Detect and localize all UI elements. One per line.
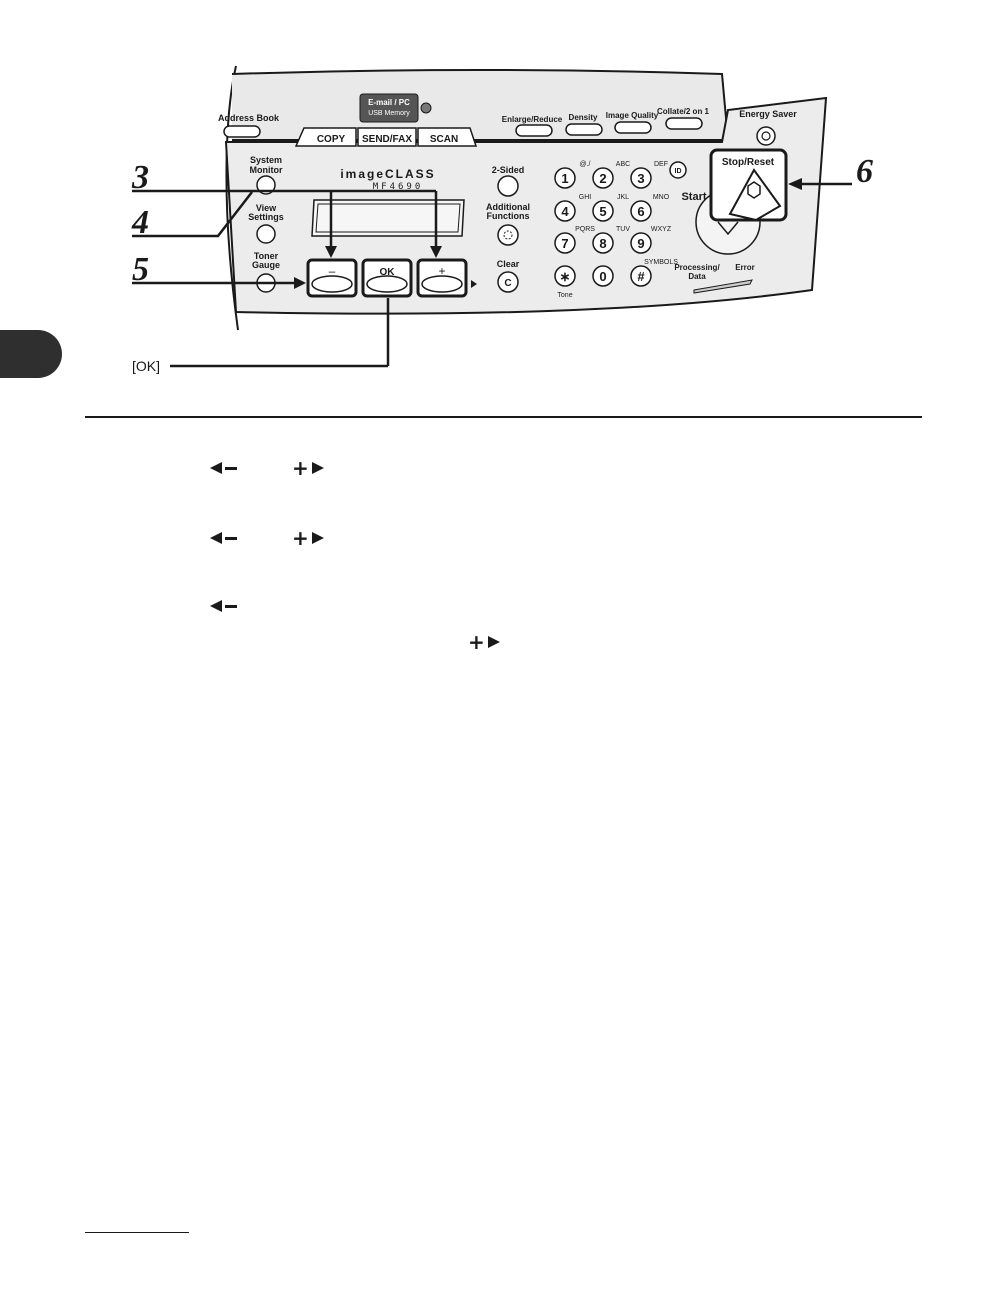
usb-memory-label: USB Memory [368, 110, 410, 117]
keypad-digit: # [637, 269, 645, 284]
left-minus-key-icon [210, 600, 237, 612]
svg-text:Settings: Settings [248, 212, 284, 222]
density-button[interactable] [566, 124, 602, 135]
step-3-label: 3 [132, 159, 149, 196]
keypad-letters: TUV [616, 226, 630, 233]
keypad-digit: 0 [599, 269, 607, 284]
model-label: MF4690 [372, 182, 424, 192]
additional-functions-button[interactable] [498, 225, 518, 245]
left-minus-key-icon [210, 532, 237, 544]
control-panel-illustration [0, 0, 1008, 400]
keypad-digit: 9 [637, 236, 645, 251]
lcd-display [312, 200, 464, 236]
svg-text:+: + [438, 264, 446, 278]
keypad-letters: PQRS [575, 226, 595, 233]
svg-text:Processing/: Processing/ [674, 263, 720, 272]
minus-key[interactable] [308, 260, 356, 296]
svg-text:Collate/2 on 1: Collate/2 on 1 [656, 107, 710, 116]
keypad-letters: DEF [654, 161, 668, 168]
keypad-letters: SYMBOLS [644, 259, 678, 266]
keypad-letters: @./ [579, 161, 591, 168]
email-pc-indicator [421, 103, 431, 113]
collate-button[interactable] [666, 118, 702, 129]
svg-text:Toner: Toner [253, 251, 279, 261]
keypad-digit: 3 [637, 171, 645, 186]
keypad-letters: Tone [557, 292, 573, 299]
svg-text:Gauge: Gauge [251, 260, 281, 270]
svg-text:Clear: Clear [496, 259, 520, 269]
svg-text:Energy Saver: Energy Saver [739, 109, 797, 119]
ok-key[interactable] [363, 260, 411, 296]
address-book-button[interactable] [224, 126, 260, 137]
svg-text:Functions: Functions [486, 211, 530, 221]
enlarge-reduce-button[interactable] [516, 125, 552, 136]
svg-text:Density: Density [568, 113, 598, 122]
svg-text:System: System [249, 155, 283, 165]
step-6-label: 6 [856, 153, 873, 190]
svg-text:Start: Start [681, 191, 707, 203]
plus-right-key-icon: + [292, 462, 324, 474]
keypad-digit: 4 [561, 204, 569, 219]
two-sided-button[interactable] [498, 176, 518, 196]
svg-text:Additional: Additional [486, 202, 530, 212]
svg-text:SCAN: SCAN [429, 134, 459, 145]
plus-right-key-icon: + [468, 636, 500, 648]
brand-label: imageCLASS [340, 167, 436, 181]
energy-saver-button[interactable] [757, 127, 775, 145]
ok-callout-label: [OK] [132, 358, 161, 374]
keypad-letters: ABC [615, 161, 631, 168]
svg-text:SEND/FAX: SEND/FAX [361, 134, 413, 145]
keypad-digit: 6 [637, 204, 645, 219]
keypad-digit: 8 [599, 236, 607, 251]
svg-text:Stop/Reset: Stop/Reset [721, 157, 775, 168]
svg-text:2-Sided: 2-Sided [491, 165, 525, 175]
keypad-digit: 5 [599, 204, 607, 219]
section-divider [85, 416, 922, 418]
svg-text:ID: ID [674, 168, 682, 175]
email-pc-label: E-mail / PC [368, 98, 410, 107]
svg-text:Error: Error [735, 263, 755, 272]
svg-text:Data: Data [688, 272, 706, 281]
plus-right-key-icon: + [292, 532, 324, 544]
svg-text:Monitor: Monitor [249, 165, 283, 175]
svg-text:–: – [328, 264, 336, 278]
keypad-letters: WXYZ [650, 226, 672, 233]
view-settings-button[interactable] [257, 225, 275, 243]
keypad-letters: GHI [578, 194, 592, 201]
step-4-label: 4 [132, 204, 149, 241]
svg-text:Enlarge/Reduce: Enlarge/Reduce [501, 115, 563, 124]
image-quality-button[interactable] [615, 122, 651, 133]
footnote-rule [85, 1232, 189, 1233]
step-5-label: 5 [132, 251, 149, 288]
svg-text:COPY: COPY [316, 134, 346, 145]
svg-text:C: C [504, 278, 512, 289]
keypad-digit: ∗ [559, 269, 571, 284]
plus-key[interactable] [418, 260, 466, 296]
keypad-letters: JKL [616, 194, 630, 201]
left-minus-key-icon [210, 462, 237, 474]
keypad-letters: MNO [652, 194, 670, 201]
svg-text:OK: OK [379, 267, 395, 278]
keypad-digit: 7 [561, 236, 569, 251]
keypad-digit: 1 [561, 171, 569, 186]
svg-text:Image Quality: Image Quality [605, 111, 659, 120]
address-book-label: Address Book [218, 113, 280, 123]
svg-text:View: View [255, 203, 277, 213]
keypad-digit: 2 [599, 171, 607, 186]
